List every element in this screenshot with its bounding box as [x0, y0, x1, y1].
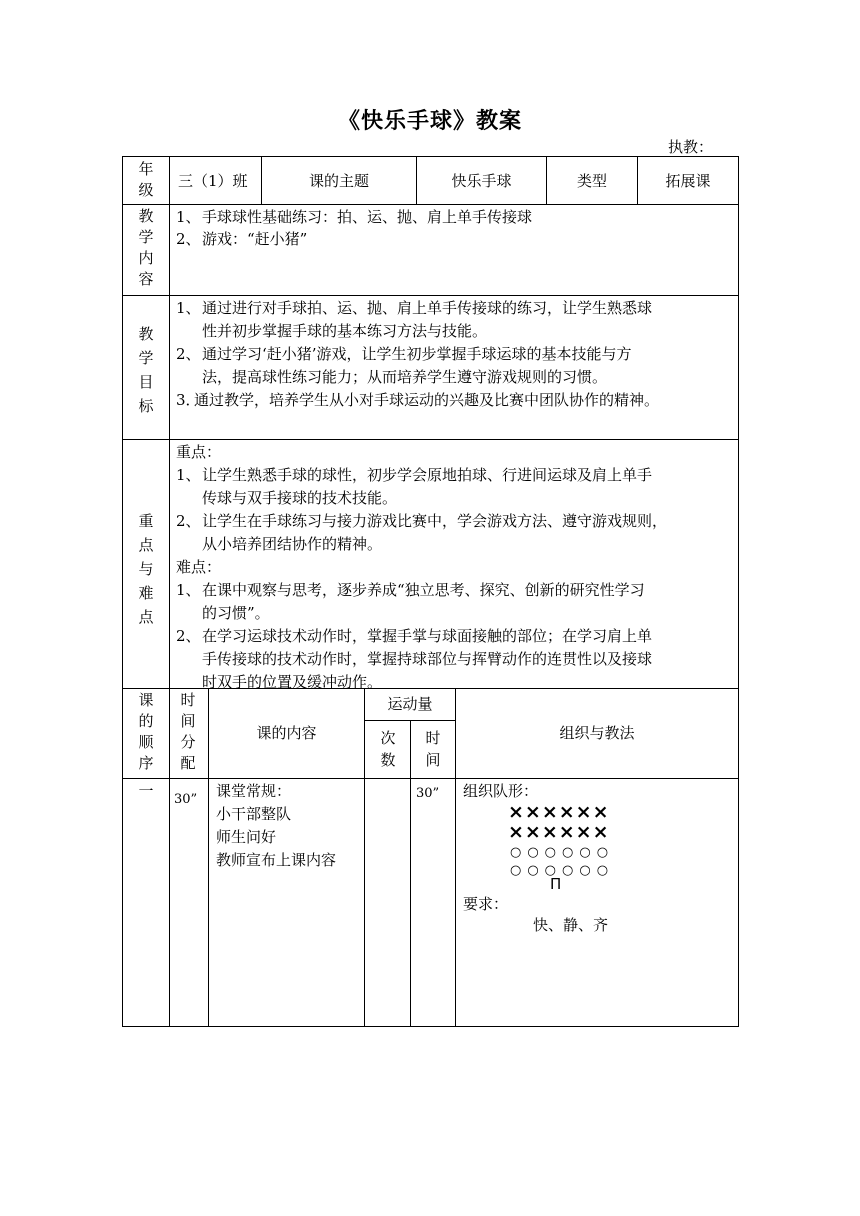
- key-item: 2、 让学生在手球练习与接力游戏比赛中，学会游戏方法、遵守游戏规则， 从小培养团结协作的精神。: [176, 512, 668, 553]
- cell-time: [169, 778, 209, 1027]
- content-line: 课堂常规：: [216, 782, 292, 800]
- content-item: 1、 手球球性基础练习：拍、运、抛、肩上单手传接球: [176, 208, 533, 226]
- difficulty-item: 1、 在课中观察与思考，逐步养成“独立思考、探究、创新的研究性学习 的习惯”。: [176, 581, 645, 622]
- difficulty-heading: 难点：: [176, 558, 222, 576]
- load-header: 运动量: [387, 695, 433, 713]
- goal-item: 3． 通过教学，培养学生从小对手球运动的兴趣及比赛中团队协作的精神。: [176, 391, 660, 409]
- key-label: 重点与难点: [138, 512, 154, 626]
- key-points-body: [176, 441, 736, 694]
- content-line: 教师宣布上课内容: [216, 851, 337, 869]
- requirement-text: 快、静、齐: [533, 916, 609, 934]
- key-heading: 重点：: [176, 443, 222, 461]
- topic-value: 快乐手球: [451, 172, 512, 190]
- content-list: [176, 206, 732, 250]
- student-row-cross: ××××××: [508, 801, 610, 823]
- student-row-circle: ○○○○○○: [510, 845, 615, 860]
- order-header: 课的顺序: [138, 691, 154, 772]
- content-lines: [216, 780, 336, 872]
- page-title: 《快乐手球》教案: [337, 108, 522, 134]
- teacher-label: 执教：: [668, 138, 714, 156]
- cell-duration: [410, 778, 456, 1027]
- formation-label: 组织队形：: [463, 782, 539, 800]
- student-row-cross: ××××××: [508, 821, 610, 843]
- duration-header: 时间: [425, 729, 441, 769]
- order-value: 一: [138, 782, 154, 800]
- content-line: 小干部整队: [216, 805, 292, 823]
- difficulty-item: 2、 在学习运球技术动作时，掌握手掌与球面接触的部位；在学习肩上单 手传接球的技术动作时，掌握持球部位与挥臂动作的连贯性以及接球 时双手的位置及缓冲动作。: [176, 627, 653, 691]
- duration-value: 30”: [416, 786, 440, 801]
- requirement-label: 要求：: [463, 895, 509, 913]
- method-header: 组织与教法: [559, 724, 635, 742]
- goal-item: 2、 通过学习‘赶小猪’游戏，让学生初步掌握手球运球的基本技能与方 法，提高球性练习能力；从而培养学生遵守游戏规则的习惯。: [176, 345, 632, 386]
- topic-label: 课的主题: [308, 172, 369, 190]
- key-item: 1、 让学生熟悉手球的球性，初步学会原地拍球、行进间运球及肩上单手 传球与双手接球的技术技能。: [176, 466, 653, 507]
- cell-order: [122, 778, 170, 1027]
- type-value: 拓展课: [665, 172, 711, 190]
- content-label: 教学内容: [138, 207, 154, 288]
- content-line: 师生问好: [216, 828, 277, 846]
- grade-label: 年级: [138, 160, 154, 199]
- time-header: 时间分配: [180, 691, 196, 772]
- formation-diagram: [508, 802, 614, 880]
- student-row-circle: ○○○○○○: [510, 863, 615, 878]
- goals-list: [176, 297, 736, 412]
- cell-count: [364, 778, 411, 1027]
- grade-value: 三（1）班: [178, 172, 248, 190]
- type-label: 类型: [576, 172, 607, 190]
- content-header: 课的内容: [256, 724, 317, 742]
- goal-item: 1、 通过进行对手球拍、运、抛、肩上单手传接球的练习，让学生熟悉球 性并初步掌握手球的基本练习方法与技能。: [176, 299, 653, 340]
- content-item: 2、 游戏：“赶小猪”: [176, 230, 308, 248]
- teacher-symbol: Π: [550, 875, 562, 893]
- time-value: 30”: [174, 792, 198, 807]
- goals-label: 教学目标: [138, 325, 154, 415]
- count-header: 次数: [380, 729, 396, 769]
